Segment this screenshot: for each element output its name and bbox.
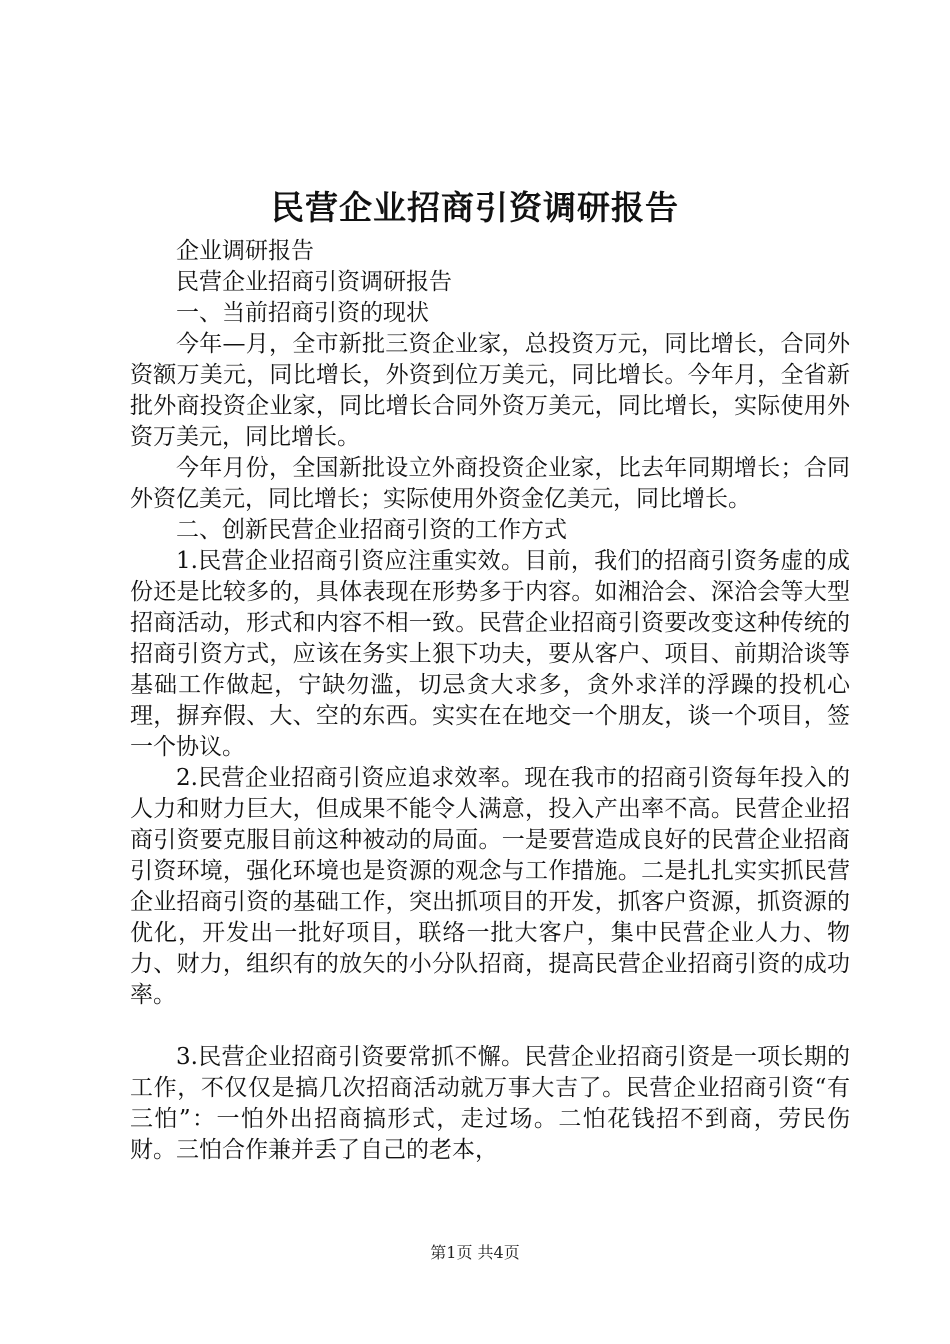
paragraph-point-2: 2.民营企业招商引资应追求效率。现在我市的招商引资每年投入的人力和财力巨大，但成果不能令人满意，投入产出率不高。民营企业招商引资要克服目前这种被动的局面。一是要营造成良好的民营企业招商引资环境，强化环境也是资源的观念与工作措施。二是扎扎实实抓民营企业招商引资的基础工作，突出抓项目的开发，抓客户资源，抓资源的优化，开发出一批好项目，联络一批大客户，集中民营企业人力、物力、财力，组织有的放矢的小分队招商，提高民营企业招商引资的成功率。	[130, 765, 850, 1008]
paragraph-city-province-stats: 今年—月，全市新批三资企业家，总投资万元，同比增长，合同外资额万美元，同比增长，外资到位万美元，同比增长。今年月，全省新批外商投资企业家，同比增长合同外资万美元，同比增长，实际使用外资万美元，同比增长。	[130, 331, 850, 450]
paragraph-point-3: 3.民营企业招商引资要常抓不懈。民营企业招商引资是一项长期的工作，不仅仅是搞几次招商活动就万事大吉了。民营企业招商引资“有三怕”：一怕外出招商搞形式，走过场。二怕花钱招不到商，劳民伤财。三怕合作兼并丢了自己的老本，	[130, 1044, 850, 1163]
section-heading-status: 一、当前招商引资的现状	[176, 300, 429, 326]
paragraph-point-1: 1.民营企业招商引资应注重实效。目前，我们的招商引资务虚的成份还是比较多的，具体表现在形势多于内容。如湘洽会、深洽会等大型招商活动，形式和内容不相一致。民营企业招商引资要改变这种传统的招商引资方式，应该在务实上狠下功夫，要从客户、项目、前期洽谈等基础工作做起，宁缺勿滥，切忌贪大求多，贪外求洋的浮躁的投机心理，摒弃假、大、空的东西。实实在在地交一个朋友，谈一个项目，签一个协议。	[130, 548, 850, 760]
section-heading-methods: 二、创新民营企业招商引资的工作方式	[176, 517, 567, 543]
page-footer: 第1页 共4页	[430, 1243, 520, 1262]
paragraph-subtitle-2: 民营企业招商引资调研报告	[176, 269, 452, 295]
paragraph-subtitle-1: 企业调研报告	[176, 238, 314, 264]
document-title: 民营企业招商引资调研报告	[271, 188, 679, 227]
paragraph-national-stats: 今年月份，全国新批设立外商投资企业家，比去年同期增长；合同外资亿美元，同比增长；实际使用外资金亿美元，同比增长。	[130, 455, 850, 512]
document-body	[130, 236, 850, 1166]
